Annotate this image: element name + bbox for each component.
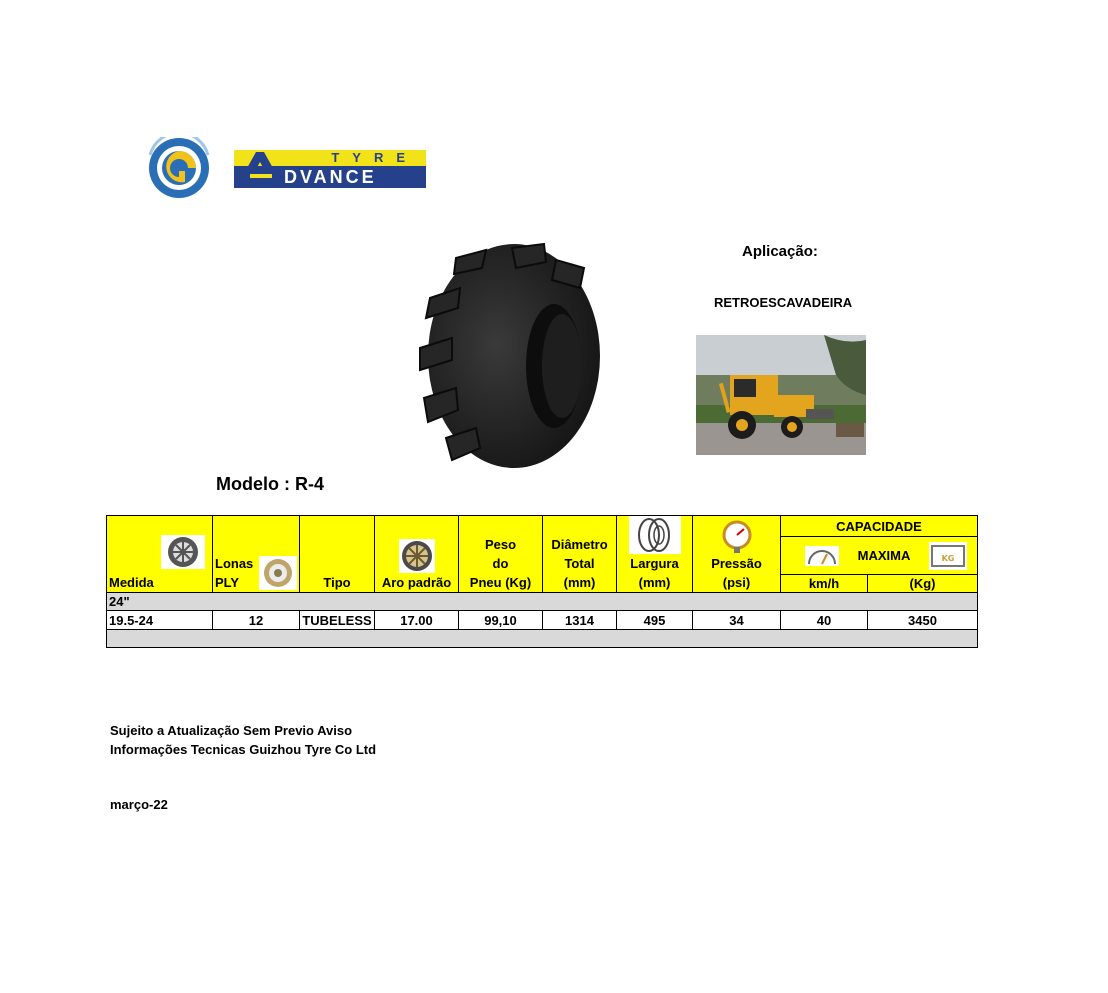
- group-row: 24": [107, 593, 978, 611]
- header-lonas: [213, 516, 300, 593]
- cell-medida: 19.5-24: [107, 611, 213, 630]
- cell-largura: 495: [617, 611, 693, 630]
- model-title: Modelo : R-4: [216, 474, 324, 494]
- header-pressao-line1: Pressão: [711, 556, 762, 571]
- gt-logo: [140, 137, 218, 199]
- header-medida: [107, 516, 213, 593]
- header-peso-line3: Pneu (Kg): [469, 575, 532, 590]
- weight-kg-icon: [929, 542, 967, 570]
- header-aro-label: Aro padrão: [381, 575, 452, 590]
- logo-advance-text: DVANCE: [284, 167, 377, 187]
- header-tipo: Tipo: [300, 516, 375, 593]
- rim-wheel-icon: [399, 539, 435, 573]
- cell-lonas: 12: [213, 611, 300, 630]
- header-pressao: [693, 516, 781, 593]
- header-kmh: km/h: [781, 574, 868, 592]
- svg-text:KG: KG: [941, 553, 955, 563]
- header-peso: [459, 516, 543, 593]
- footer-source: Informações Tecnicas Guizhou Tyre Co Ltd: [110, 742, 377, 757]
- header-maxima-cell: [781, 537, 978, 574]
- header-diametro: [543, 516, 617, 593]
- cell-pressao: 34: [693, 611, 781, 630]
- table-row: [107, 611, 978, 630]
- cell-kg: 3450: [868, 611, 978, 630]
- header-aro: [375, 516, 459, 593]
- cell-aro: 17.00: [375, 611, 459, 630]
- wheel-icon: [161, 535, 205, 569]
- tire-side-icon: [629, 516, 681, 554]
- backhoe-photo: [696, 335, 866, 455]
- logo-a-glyph: [234, 150, 286, 190]
- empty-gray-row: [107, 630, 978, 648]
- advance-tyre-logo: [234, 150, 426, 190]
- logo-tyre-text: TYRE: [331, 150, 418, 165]
- header-diametro-line3: (mm): [563, 575, 596, 590]
- header-largura: [617, 516, 693, 593]
- header-peso-line2: do: [492, 556, 509, 571]
- cell-diametro: 1314: [543, 611, 617, 630]
- header-largura-line1: Largura: [630, 556, 679, 571]
- footer-disclaimer: Sujeito a Atualização Sem Previo Aviso: [110, 723, 353, 738]
- pressure-gauge-icon: [720, 520, 754, 554]
- spec-table: [106, 515, 978, 648]
- header-diametro-line1: Diâmetro: [551, 537, 608, 552]
- header-lonas-label: Lonas: [215, 556, 254, 571]
- speedometer-icon: [805, 546, 839, 566]
- cell-peso: 99,10: [459, 611, 543, 630]
- application-value: RETROESCAVADEIRA: [714, 295, 853, 310]
- header-diametro-line2: Total: [564, 556, 595, 571]
- header-medida-label: Medida: [109, 575, 154, 590]
- header-kg: (Kg): [868, 574, 978, 592]
- cell-kmh: 40: [781, 611, 868, 630]
- footer-date: março-22: [110, 797, 168, 812]
- header-ply-label: PLY: [215, 575, 240, 590]
- rim-icon: [259, 556, 297, 590]
- cell-tipo: TUBELESS: [300, 611, 375, 630]
- header-largura-line2: (mm): [638, 575, 671, 590]
- application-label: Aplicação:: [742, 243, 818, 260]
- tire-image: [416, 238, 604, 470]
- header-capacidade: CAPACIDADE: [781, 516, 978, 537]
- header-peso-line1: Peso: [484, 537, 517, 552]
- header-pressao-line2: (psi): [722, 575, 751, 590]
- header-maxima: MAXIMA: [857, 548, 911, 563]
